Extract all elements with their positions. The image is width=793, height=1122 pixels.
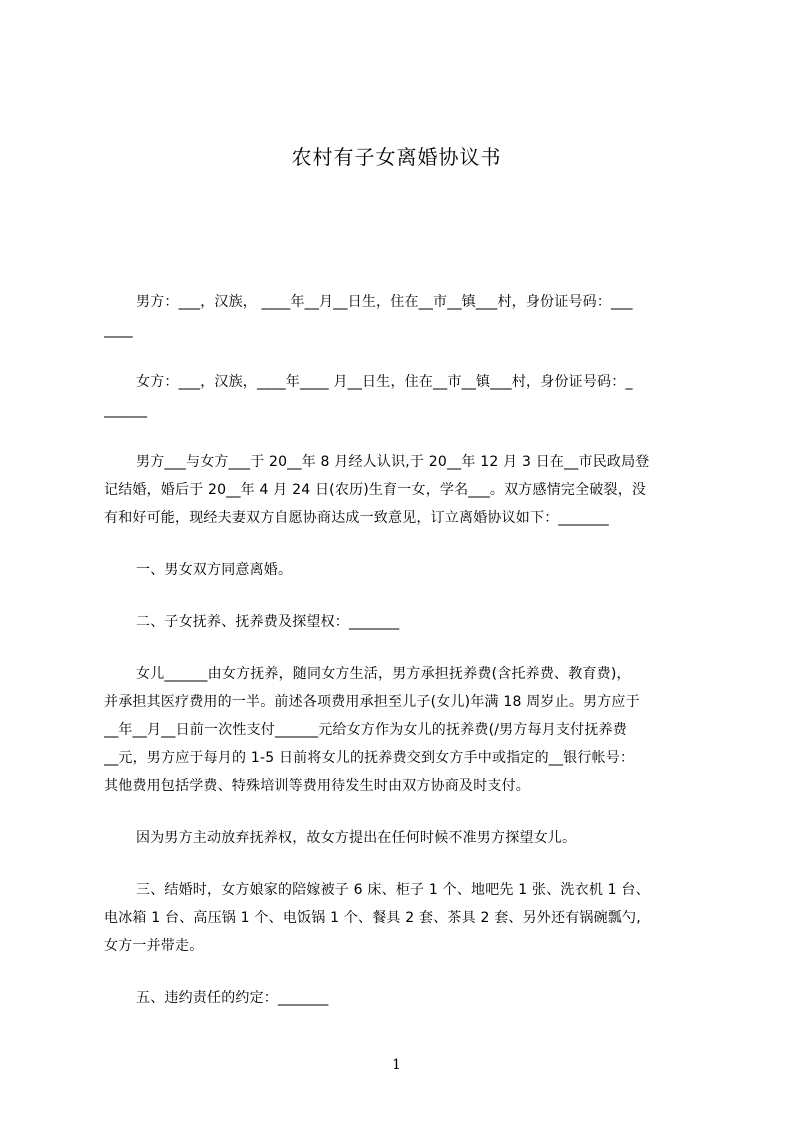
section-3-line-1: 三、结婚时，女方娘家的陪嫁被子 6 床、柜子 1 个、地吧先 1 张、洗衣机 1 台、 — [136, 882, 650, 898]
marriage-paragraph-line-2: 记结婚，婚后于 20__年 4 月 24 日(农历)生育一女，学名___。双方感情完全破裂，没 — [104, 482, 647, 498]
custody-paragraph-line-5: 其他费用包括学费、特殊培训等费用待发生时由双方协商及时支付。 — [104, 778, 530, 794]
section-5-heading: 五、违约责任的约定：_______ — [136, 990, 329, 1006]
custody-paragraph-line-4: __元，男方应于每月的 1-5 日前将女儿的抚养费交到女方手中或指定的__银行帐号： — [104, 750, 635, 766]
marriage-paragraph-line-3: 有和好可能，现经夫妻双方自愿协商达成一致意见，订立离婚协议如下：_______ — [104, 510, 609, 526]
man-info-line-2: ____ — [104, 322, 133, 338]
woman-info-line-2: ______ — [104, 402, 148, 418]
marriage-paragraph-line-1: 男方___与女方___于 20__年 8 月经人认识,于 20__年 12 月 3 日在__市民政局登 — [136, 454, 650, 470]
document-title: 农村有子女离婚协议书 — [291, 145, 502, 169]
section-3-line-3: 女方一并带走。 — [104, 938, 204, 954]
section-3-line-2: 电冰箱 1 台、高压锅 1 个、电饭锅 1 个、餐具 2 套、茶具 2 套、另外还有锅碗瓢勺, — [104, 910, 641, 926]
section-1-heading: 一、男女双方同意离婚。 — [136, 562, 293, 578]
woman-info-line-1: 女方：___，汉族，____年____ 月__日生，住在__市__镇___村，身份证号码：_ — [136, 374, 633, 390]
page-number: 1 — [392, 1057, 401, 1073]
section-2-heading: 二、子女抚养、抚养费及探望权：_______ — [136, 614, 400, 630]
visitation-paragraph: 因为男方主动放弃抚养权，故女方提出在任何时候不准男方探望女儿。 — [136, 830, 577, 846]
custody-paragraph-line-2: 并承担其医疗费用的一半。前述各项费用承担至儿子(女儿)年满 18 周岁止。男方应于 — [104, 694, 640, 710]
custody-paragraph-line-3: __年__月__日前一次性支付______元给女方作为女儿的抚养费(/男方每月支付抚养费 — [104, 722, 627, 738]
man-info-line-1: 男方：___，汉族， ____年__月__日生，住在__市__镇___村，身份证号码：___ — [136, 294, 633, 310]
custody-paragraph-line-1: 女儿______由女方抚养，随同女方生活，男方承担抚养费(含托养费、教育费)， — [136, 666, 631, 682]
